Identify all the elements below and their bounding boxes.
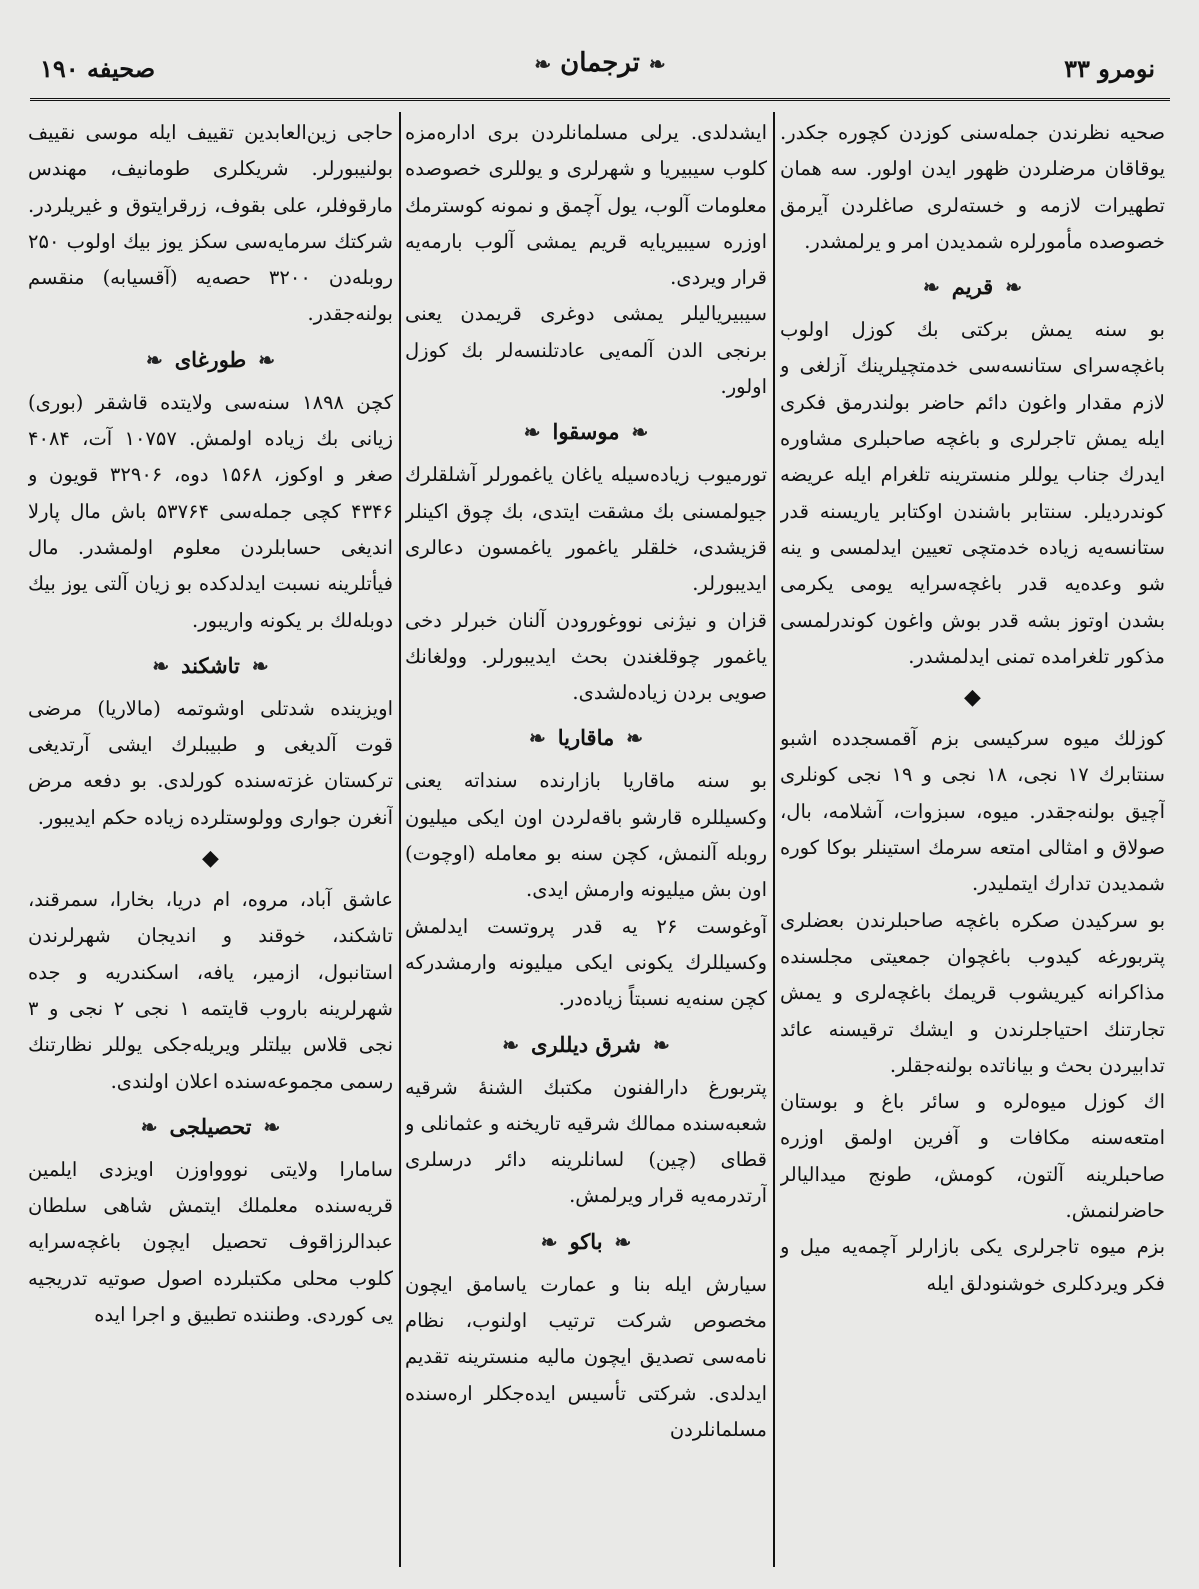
article-paragraph: آوغوست ۲۶ یه قدر پروتست ایدلمش وکسیللرك یکونی ایکی میلیونه وارمشدرکه کچن سنه‌یه نسبتاً زیاده‌در. bbox=[405, 914, 767, 1011]
ornament-icon: ❧ bbox=[251, 653, 269, 678]
column-left bbox=[28, 115, 393, 1565]
column-divider bbox=[773, 112, 775, 1567]
masthead bbox=[30, 40, 1170, 101]
section-heading: ❧قریم❧ bbox=[923, 274, 1022, 300]
section-heading: ❧طورغای❧ bbox=[145, 346, 276, 372]
ornament-icon: ❧ bbox=[648, 52, 666, 76]
section-heading: ❧ماقاریا❧ bbox=[529, 725, 643, 751]
page-number: صحیفه ۱۹۰ bbox=[40, 54, 156, 83]
article-paragraph: سامارا ولایتی نووواوزن اویزدی ایلمین قریه‌سنده معلملك ایتمش شاهی سلطان عبدالرزاقوف تحصیل ایچون باغچه‌سرایه کلوب محلی مکتبلرده اصول صوتیه تدریجیه یی کوردی. وطننده تطبیق و اجرا ایده bbox=[28, 1157, 393, 1327]
ornament-icon: ❧ bbox=[631, 420, 649, 445]
article-paragraph: سیارش ایله بنا و عمارت یاسامق ایچون مخصوص شرکت ترتیب اولنوب، نظام نامه‌سی تصدیق ایچون مالیه منسترینه تقدیم ایدلدی. شرکتی تأسیس ایده‌جکلر اره‌سنده مسلمانلردن bbox=[405, 1272, 767, 1441]
ornament-icon: ❧ bbox=[1005, 275, 1022, 300]
ornament-icon: ❧ bbox=[145, 347, 163, 372]
article-paragraph: بزم میوه تاجرلری یکی بازارلر آچمه‌یه میل و فکر ویردکلری خوشنودلق ایله bbox=[780, 1235, 1165, 1295]
article-paragraph: سیبیریالیلر یمشی دوغری قریمدن یعنی برنجی الدن آلمه‌یی عادتلنسه‌لر بك کوزل اولور. bbox=[405, 302, 767, 399]
section-heading: ❧تاشکند❧ bbox=[152, 652, 269, 678]
ornament-icon: ❧ bbox=[626, 726, 643, 751]
ornament-icon: ❧ bbox=[152, 653, 170, 678]
article-paragraph: بو سرکیدن صکره باغچه صاحبلرندن بعضلری پتربورغه کیدوب باغچوان جمعیتی مجلسنده مذاکرانه کیریشوب قریمك باغچه‌لری و یمش تجارتنك احتیاجلرندن و ایشك ترقیسنه عائد تدابیردن بحث و بیاناتده بولنه‌جقلر. bbox=[780, 908, 1165, 1077]
ornament-icon: ❧ bbox=[534, 52, 552, 76]
article-paragraph: عاشق آباد، مروه، ام دریا، بخارا، سمرقند، تاشکند، خوقند و اندیجان شهرلرندن استانبول، ازمیر، یافه، اسکندریه و جده شهرلرینه باروب قایتمه ۱ نجی ۲ نجی و ۳ نجی قلاس بیلتلر ویریله‌جکی یوللر نظارتنك رسمی مجموعه‌سنده اعلان اولندی. bbox=[28, 888, 393, 1093]
article-paragraph: کچن ۱۸۹۸ سنه‌سی ولایتده قاشقر (بوری) زیانی بك زیاده اولمش. ۱۰۷۵۷ آت، ۴۰۸۴ صغر و اوکوز، ۱۵۶۸ دوه، ۳۲۹۰۶ قویون و ۴۳۴۶ کچی جمله‌سی ۵۳۷۶۴ باش مال پارلا اندیغی حسابلردن معلوم اولمشدر. مال فیأتلرینه نسبت ایدلدکده بو زیان آلتی یوز بیك دوبله‌لك بر یکونه واریبور. bbox=[28, 390, 393, 632]
section-heading: ❧شرق دیللری❧ bbox=[502, 1031, 670, 1057]
section-heading: ❧باکو❧ bbox=[540, 1228, 632, 1254]
article-paragraph: بو سنه ماقاریا بازارنده سنداته یعنی وکسیللره قارشو باقه‌لردن اون ایکی میلیون روبله آلنمش، کچن سنه بو معامله (اوچوت) اون بش میلیونه وارمش ایدی. bbox=[405, 769, 767, 902]
ornament-icon: ❧ bbox=[614, 1229, 632, 1254]
article-paragraph: کوزلك میوه سرکیسی بزم آقمسجدده اشبو سنتابرك ۱۷ نجی، ۱۸ نجی و ۱۹ نجی کونلری آچیق بولنه‌جقدر. میوه، سبزوات، آشلامه، بال، صولاق و امثالی امتعه سرمك استینلر بوکا کوره شمدیدن تدارك ایتملیدر. bbox=[780, 727, 1165, 896]
section-heading: ❧تحصیلجی❧ bbox=[140, 1113, 281, 1139]
article-paragraph: حاجی زین‌العابدین تقییف ایله موسی نقییف بولنیبورلر. شریکلری طومانیف، مهندس مارقوفلر، علی بقوف، زرقرایتوق و غیریلردر. شرکتك سرمایه‌سی سکز یوز بیك اولوب ۲۵۰ روبله‌دن ۳۲۰۰ حصه‌یه (آقسیابه) منقسم بولنه‌جقدر. bbox=[28, 121, 393, 326]
issue-number: نومرو ۳۳ bbox=[1064, 54, 1155, 83]
article-paragraph: صحیه نظرندن جمله‌سنی کوزدن کچوره جکدر. یوقاقان مرضلردن ظهور ایدن اولور. سه همان تطهیرات لازمه و خسته‌لری صاغلردن آیرمق خصوصده مأمورلره شمدیدن امر و یرلمشدر. bbox=[780, 121, 1165, 253]
article-paragraph: پتربورغ دارالفنون مکتبك الشنهٔ شرقیه شعبه‌سنده ممالك شرقیه تاریخنه و عثمانلی و قطای (چین) لسانلرینه دائر درسلری آرتدرمه‌یه قرار ویرلمش. bbox=[405, 1075, 767, 1208]
diamond-separator-icon: ◆ bbox=[964, 685, 981, 711]
ornament-icon: ❧ bbox=[652, 1032, 670, 1057]
article-paragraph: قزان و نیژنی نووغورودن آلنان خبرلر دخی یاغمور چوقلغندن بحث ایدیبورلر. وولغانك صویی بردن زیاده‌لشدی. bbox=[405, 608, 767, 705]
ornament-icon: ❧ bbox=[529, 726, 546, 751]
ornament-icon: ❧ bbox=[140, 1114, 158, 1139]
article-paragraph: تورمیوب زیاده‌سیله یاغان یاغمورلر آشلقلرك جیولمسنی بك مشقت ایتدی، بك چوق اکینلر قزیشدی، خلقلر یاغمور یاغمسون دعالری ایدیبورلر. bbox=[405, 463, 767, 596]
ornament-icon: ❧ bbox=[523, 420, 541, 445]
diamond-separator-icon: ◆ bbox=[202, 846, 219, 872]
ornament-icon: ❧ bbox=[923, 275, 940, 300]
article-paragraph: اك کوزل میوه‌لره و سائر باغ و بوستان امتعه‌سنه مکافات و آفرین اولمق اوزره صاحبلرینه آلتون، کومش، طونج میدالیالر حاضرلنمش. bbox=[780, 1090, 1165, 1223]
ornament-icon: ❧ bbox=[540, 1229, 558, 1254]
ornament-icon: ❧ bbox=[502, 1032, 520, 1057]
article-paragraph: بو سنه یمش برکتی بك کوزل اولوب باغچه‌سرای ستانسه‌سی خدمتچیلرینك آزلغی و لازم مقدار واغون دائم حاضر بولندرمق فکری ایله یمش تاجرلری و باغچه صاحبلری مشاوره ایدرك جناب یوللر منسترینه تلغرام ایله عریضه کوندردیلر. سنتابر باشندن اوکتابر یاریسنه قدر ستانسه‌یه زیاده خدمتچی تعیین ایدلمسی و ینه شو وعده‌یه قدر باغچه‌سرایه یومی یکرمی بشدن اوتوز بشه قدر بوش واغون کوندرلمسی مذکور تلغرامده تمنی ایدلمشدر. bbox=[780, 318, 1165, 668]
newspaper-title: ترجمان bbox=[560, 48, 640, 78]
article-paragraph: ایشدلدی. یرلی مسلمانلردن بری اداره‌مزه کلوب سیبیریا و شهرلری و یوللری خصوصده معلومات آلوب، یول آچمق و نمونه کوسترمك اوزره سیبیریایه قریم یمشی آلوب بارمه‌یه قرار ویردی. bbox=[405, 121, 767, 290]
newspaper-title-block bbox=[500, 48, 700, 78]
section-heading: ❧موسقوا❧ bbox=[523, 419, 649, 445]
column-divider bbox=[399, 112, 401, 1567]
column-right bbox=[780, 115, 1165, 1565]
ornament-icon: ❧ bbox=[258, 347, 276, 372]
article-paragraph: اویزینده شدتلی اوشوتمه (مالاریا) مرضی قوت آلدیغی و طبیبلرك ایشی آرتدیغی ترکستان غزته‌سنده کورلدی. بو دفعه مرض آنغرن جواری وولوستلرده زیاده حکم ایدیبور. bbox=[28, 696, 393, 829]
ornament-icon: ❧ bbox=[263, 1114, 281, 1139]
column-middle bbox=[405, 115, 767, 1565]
